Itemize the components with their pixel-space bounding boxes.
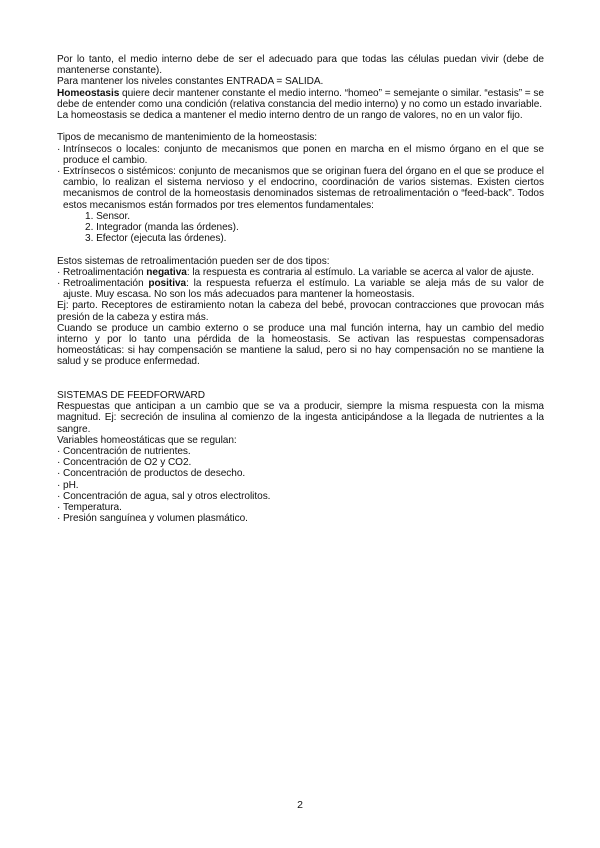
feedforward-heading: SISTEMAS DE FEEDFORWARD — [57, 390, 206, 402]
bullet-icon: · — [57, 502, 61, 514]
list-item-text: Extrínsecos o sistémicos: conjunto de mecanismos que se originan fuera del órgano en el que se produce el cambio, lo realizan el sistema nervioso y el endocrino, coordinación de varios sistemas. Existen ciertos mecanismos de control de la homeostasis denominados sistemas de retroalimentación o “feed-back”. Todos estos mecanismos están formados por tres elementos fundamentales: — [63, 166, 544, 211]
list-item-text: Concentración de O2 y CO2. — [63, 457, 192, 469]
list-item — [57, 513, 544, 524]
bullet-icon: · — [57, 468, 61, 480]
bullet-icon: · — [57, 166, 61, 178]
bullet-icon: · — [57, 266, 61, 278]
bullet-icon: · — [57, 490, 61, 502]
balance-paragraph: Para mantener los niveles constantes ENTRADA = SALIDA. — [57, 76, 324, 88]
list-item — [57, 480, 544, 491]
feedforward-paragraph: Respuestas que anticipan a un cambio que se va a producir, siempre la misma respuesta con la misma magnitud. Ej: secreción de insulina al comienzo de la ingesta anticipándose a la llegada de nutrientes a la sangre. — [57, 401, 544, 435]
page-number: 2 — [297, 799, 303, 811]
intro-paragraph: Por lo tanto, el medio interno debe de ser el adecuado para que todas las células puedan vivir (debe de mantenerse constante). — [57, 54, 544, 77]
list-item-extrinsic — [57, 166, 544, 211]
positive-description: : la respuesta refuerza el estímulo. La variable se aleja más de su valor de ajuste. Muy escasa. No son los más adecuados para mantener la homeostasis. — [63, 278, 544, 301]
external-change-paragraph: Cuando se produce un cambio externo o se produce una mal función interna, hay un cambio del medio interno y por lo tanto una pérdida de la homeostasis. Se activan las respuestas compensadoras homeostáticas: si hay compensación se mantiene la salud, pero si no hay compensación no se mantiene la salud y se produce enfermedad. — [57, 322, 544, 368]
list-item-text: Presión sanguínea y volumen plasmático. — [63, 513, 248, 525]
homeostasis-term: Homeostasis — [57, 87, 120, 99]
example-paragraph: Ej: parto. Receptores de estiramiento notan la cabeza del bebé, provocan contracciones que provocan más presión de la cabeza y estira más. — [57, 300, 544, 323]
feedback-heading: Estos sistemas de retroalimentación pueden ser de dos tipos: — [57, 255, 330, 267]
list-item-text: pH. — [63, 479, 79, 491]
feedback-label: Retroalimentación — [63, 266, 147, 278]
element-integrator: 2. Integrador (manda las órdenes). — [85, 222, 239, 234]
homeostasis-definition-text: quiere decir mantener constante el medio interno. “homeo” = semejante o similar. “estasis” = se debe de entender como una condición (relativa constancia del medio interno) y no como un estado invariable. — [57, 87, 544, 110]
bullet-icon: · — [57, 143, 61, 155]
list-item — [57, 502, 544, 513]
bullet-icon: · — [57, 278, 61, 290]
bullet-icon: · — [57, 457, 61, 469]
negative-term: negativa — [146, 266, 187, 278]
variables-heading: Variables homeostáticas que se regulan: — [57, 434, 237, 446]
range-paragraph: La homeostasis se dedica a mantener el medio interno dentro de un rango de valores, no en un valor fijo. — [57, 110, 523, 122]
list-item-text — [63, 278, 544, 300]
mechanisms-heading: Tipos de mecanismo de mantenimiento de la homeostasis: — [57, 132, 318, 144]
list-item-text: Concentración de productos de desecho. — [63, 468, 246, 480]
element-sensor: 1. Sensor. — [85, 210, 130, 222]
list-item — [57, 468, 544, 479]
bullet-icon: · — [57, 479, 61, 491]
element-effector: 3. Efector (ejecuta las órdenes). — [85, 233, 227, 245]
list-item-text: Concentración de agua, sal y otros electrolitos. — [63, 490, 271, 502]
list-item-negative — [57, 267, 544, 278]
positive-term: positiva — [148, 278, 187, 290]
document-page — [57, 54, 544, 524]
list-item — [57, 457, 544, 468]
bullet-icon: · — [57, 513, 61, 525]
list-item — [57, 446, 544, 457]
list-item-text: Intrínsecos o locales: conjunto de mecanismos que ponen en marcha en el mismo órgano en el que se produce el cambio. — [63, 143, 544, 166]
list-item-text — [63, 267, 544, 278]
list-item-text: Temperatura. — [63, 502, 122, 514]
feedback-label: Retroalimentación — [63, 278, 149, 290]
list-item-intrinsic — [57, 144, 544, 166]
homeostasis-definition — [57, 88, 544, 110]
list-item-positive — [57, 278, 544, 300]
list-item — [57, 491, 544, 502]
bullet-icon: · — [57, 446, 61, 458]
negative-description: : la respuesta es contraria al estímulo. La variable se acerca al valor de ajuste. — [186, 266, 534, 278]
list-item-text: Concentración de nutrientes. — [63, 446, 191, 458]
